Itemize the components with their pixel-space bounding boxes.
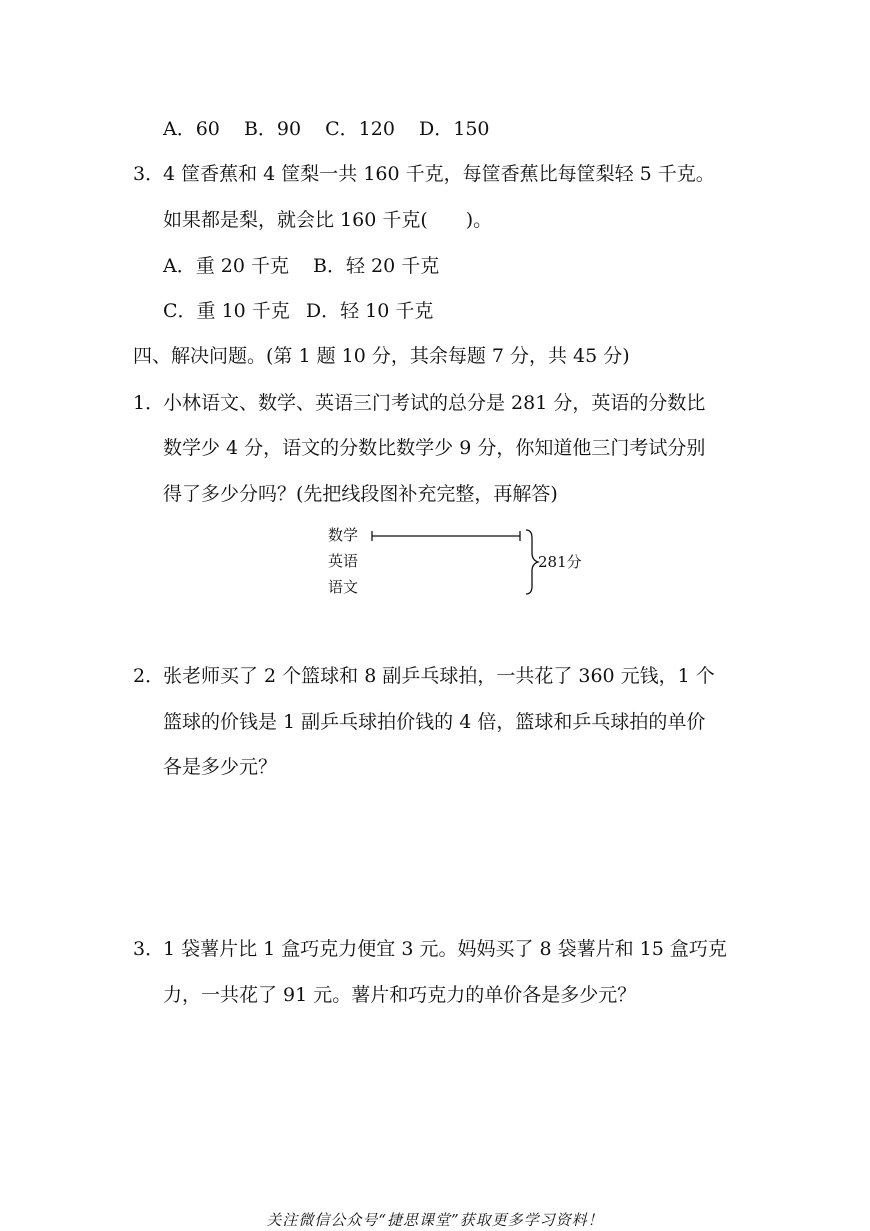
- q2-option-a: A．60: [163, 118, 220, 140]
- diagram-total-label: 281分: [538, 553, 582, 571]
- line-segment-diagram: [320, 522, 600, 602]
- math-segment: [372, 531, 520, 541]
- q3-options-row1: [163, 254, 439, 278]
- section4-heading: 四、解决问题。(第 1 题 10 分，其余每题 7 分，共 45 分): [133, 345, 630, 367]
- q2-option-c: C．120: [325, 118, 395, 140]
- q2-option-d: D．150: [419, 118, 490, 140]
- total-brace: [526, 530, 538, 594]
- p1-text-line3: 得了多少分吗？(先把线段图补充完整，再解答): [163, 483, 558, 505]
- q3-number: 3．: [133, 163, 165, 185]
- p1-text-line1: 小林语文、数学、英语三门考试的总分是 281 分，英语的分数比: [163, 392, 706, 414]
- q3-option-d: D．轻 10 千克: [305, 300, 434, 322]
- p2-text-line3: 各是多少元？: [163, 756, 278, 778]
- diagram-label-math: 数学: [328, 526, 359, 544]
- diagram-label-english: 英语: [328, 552, 359, 570]
- q2-option-b: B．90: [243, 118, 302, 140]
- p2-text-line2: 篮球的价钱是 1 副乒乓球拍价钱的 4 倍，篮球和乒乓球拍的单价: [163, 711, 706, 733]
- q3-options-row2: [163, 299, 433, 323]
- p2-text-line1: 张老师买了 2 个篮球和 8 副乒乓球拍，一共花了 360 元钱，1 个: [163, 665, 715, 687]
- q3-option-a: A．重 20 千克: [163, 255, 289, 277]
- q3-option-c: C．重 10 千克: [163, 300, 290, 322]
- q3-text-line2: 如果都是梨，就会比 160 千克( )。: [163, 209, 493, 231]
- footer-note: 关注微信公众号“捷思课堂”获取更多学习资料！: [266, 1211, 604, 1229]
- p1-text-line2: 数学少 4 分，语文的分数比数学少 9 分，你知道他三门考试分别: [163, 437, 706, 459]
- q3-option-b: B．轻 20 千克: [313, 255, 440, 277]
- p1-number: 1．: [133, 392, 165, 414]
- p3-text-line2: 力，一共花了 91 元。薯片和巧克力的单价各是多少元？: [163, 984, 637, 1006]
- q3-text-line1: 4 筐香蕉和 4 筐梨一共 160 千克，每筐香蕉比每筐梨轻 5 千克。: [163, 163, 715, 185]
- diagram-label-chinese: 语文: [328, 578, 359, 596]
- q2-options-row: [163, 117, 490, 141]
- p3-text-line1: 1 袋薯片比 1 盒巧克力便宜 3 元。妈妈买了 8 袋薯片和 15 盒巧克: [163, 938, 727, 960]
- p2-number: 2．: [133, 665, 165, 687]
- p3-number: 3．: [133, 938, 165, 960]
